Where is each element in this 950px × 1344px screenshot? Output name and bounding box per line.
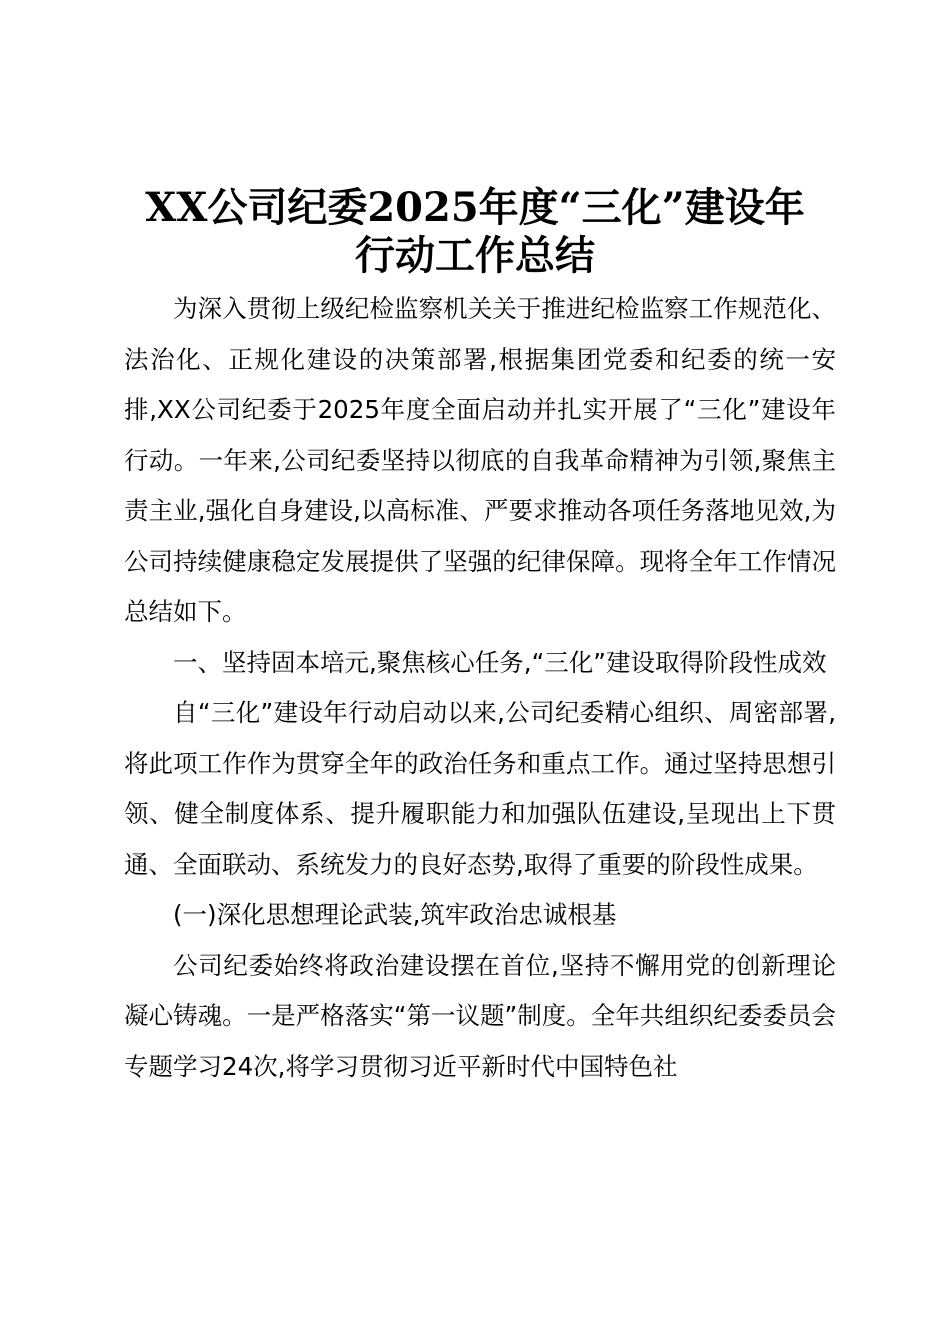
- document-title-line-2: 行动工作总结: [355, 232, 595, 279]
- subsection-heading-1: (一)深化思想理论武装,筑牢政治忠诚根基: [173, 900, 617, 929]
- document-body: [124, 284, 836, 1092]
- document-title-line-1: XX公司纪委2025年度“三化”建设年: [145, 184, 805, 231]
- subsection-1-paragraph: 公司纪委始终将政治建设摆在首位,坚持不懈用党的创新理论凝心铸魂。一是严格落实“第一议题”制度。全年共组织纪委委员会专题学习24次,将学习贯彻习近平新时代中国特色社: [124, 950, 836, 1081]
- intro-paragraph: 为深入贯彻上级纪检监察机关关于推进纪检监察工作规范化、法治化、正规化建设的决策部署,根据集团党委和纪委的统一安排,XX公司纪委于2025年度全面启动并扎实开展了“三化”建设年行动。一年来,公司纪委坚持以彻底的自我革命精神为引领,聚焦主责主业,强化自身建设,以高标准、严要求推动各项任务落地见效,为公司持续健康稳定发展提供了坚强的纪律保障。现将全年工作情况总结如下。: [124, 294, 836, 626]
- section-1-paragraph: 自“三化”建设年行动启动以来,公司纪委精心组织、周密部署,将此项工作作为贯穿全年的政治任务和重点工作。通过坚持思想引领、健全制度体系、提升履职能力和加强队伍建设,呈现出上下贯通、全面联动、系统发力的良好态势,取得了重要的阶段性成果。: [124, 698, 836, 879]
- section-heading-1: 一、坚持固本培元,聚焦核心任务,“三化”建设取得阶段性成效: [173, 647, 827, 677]
